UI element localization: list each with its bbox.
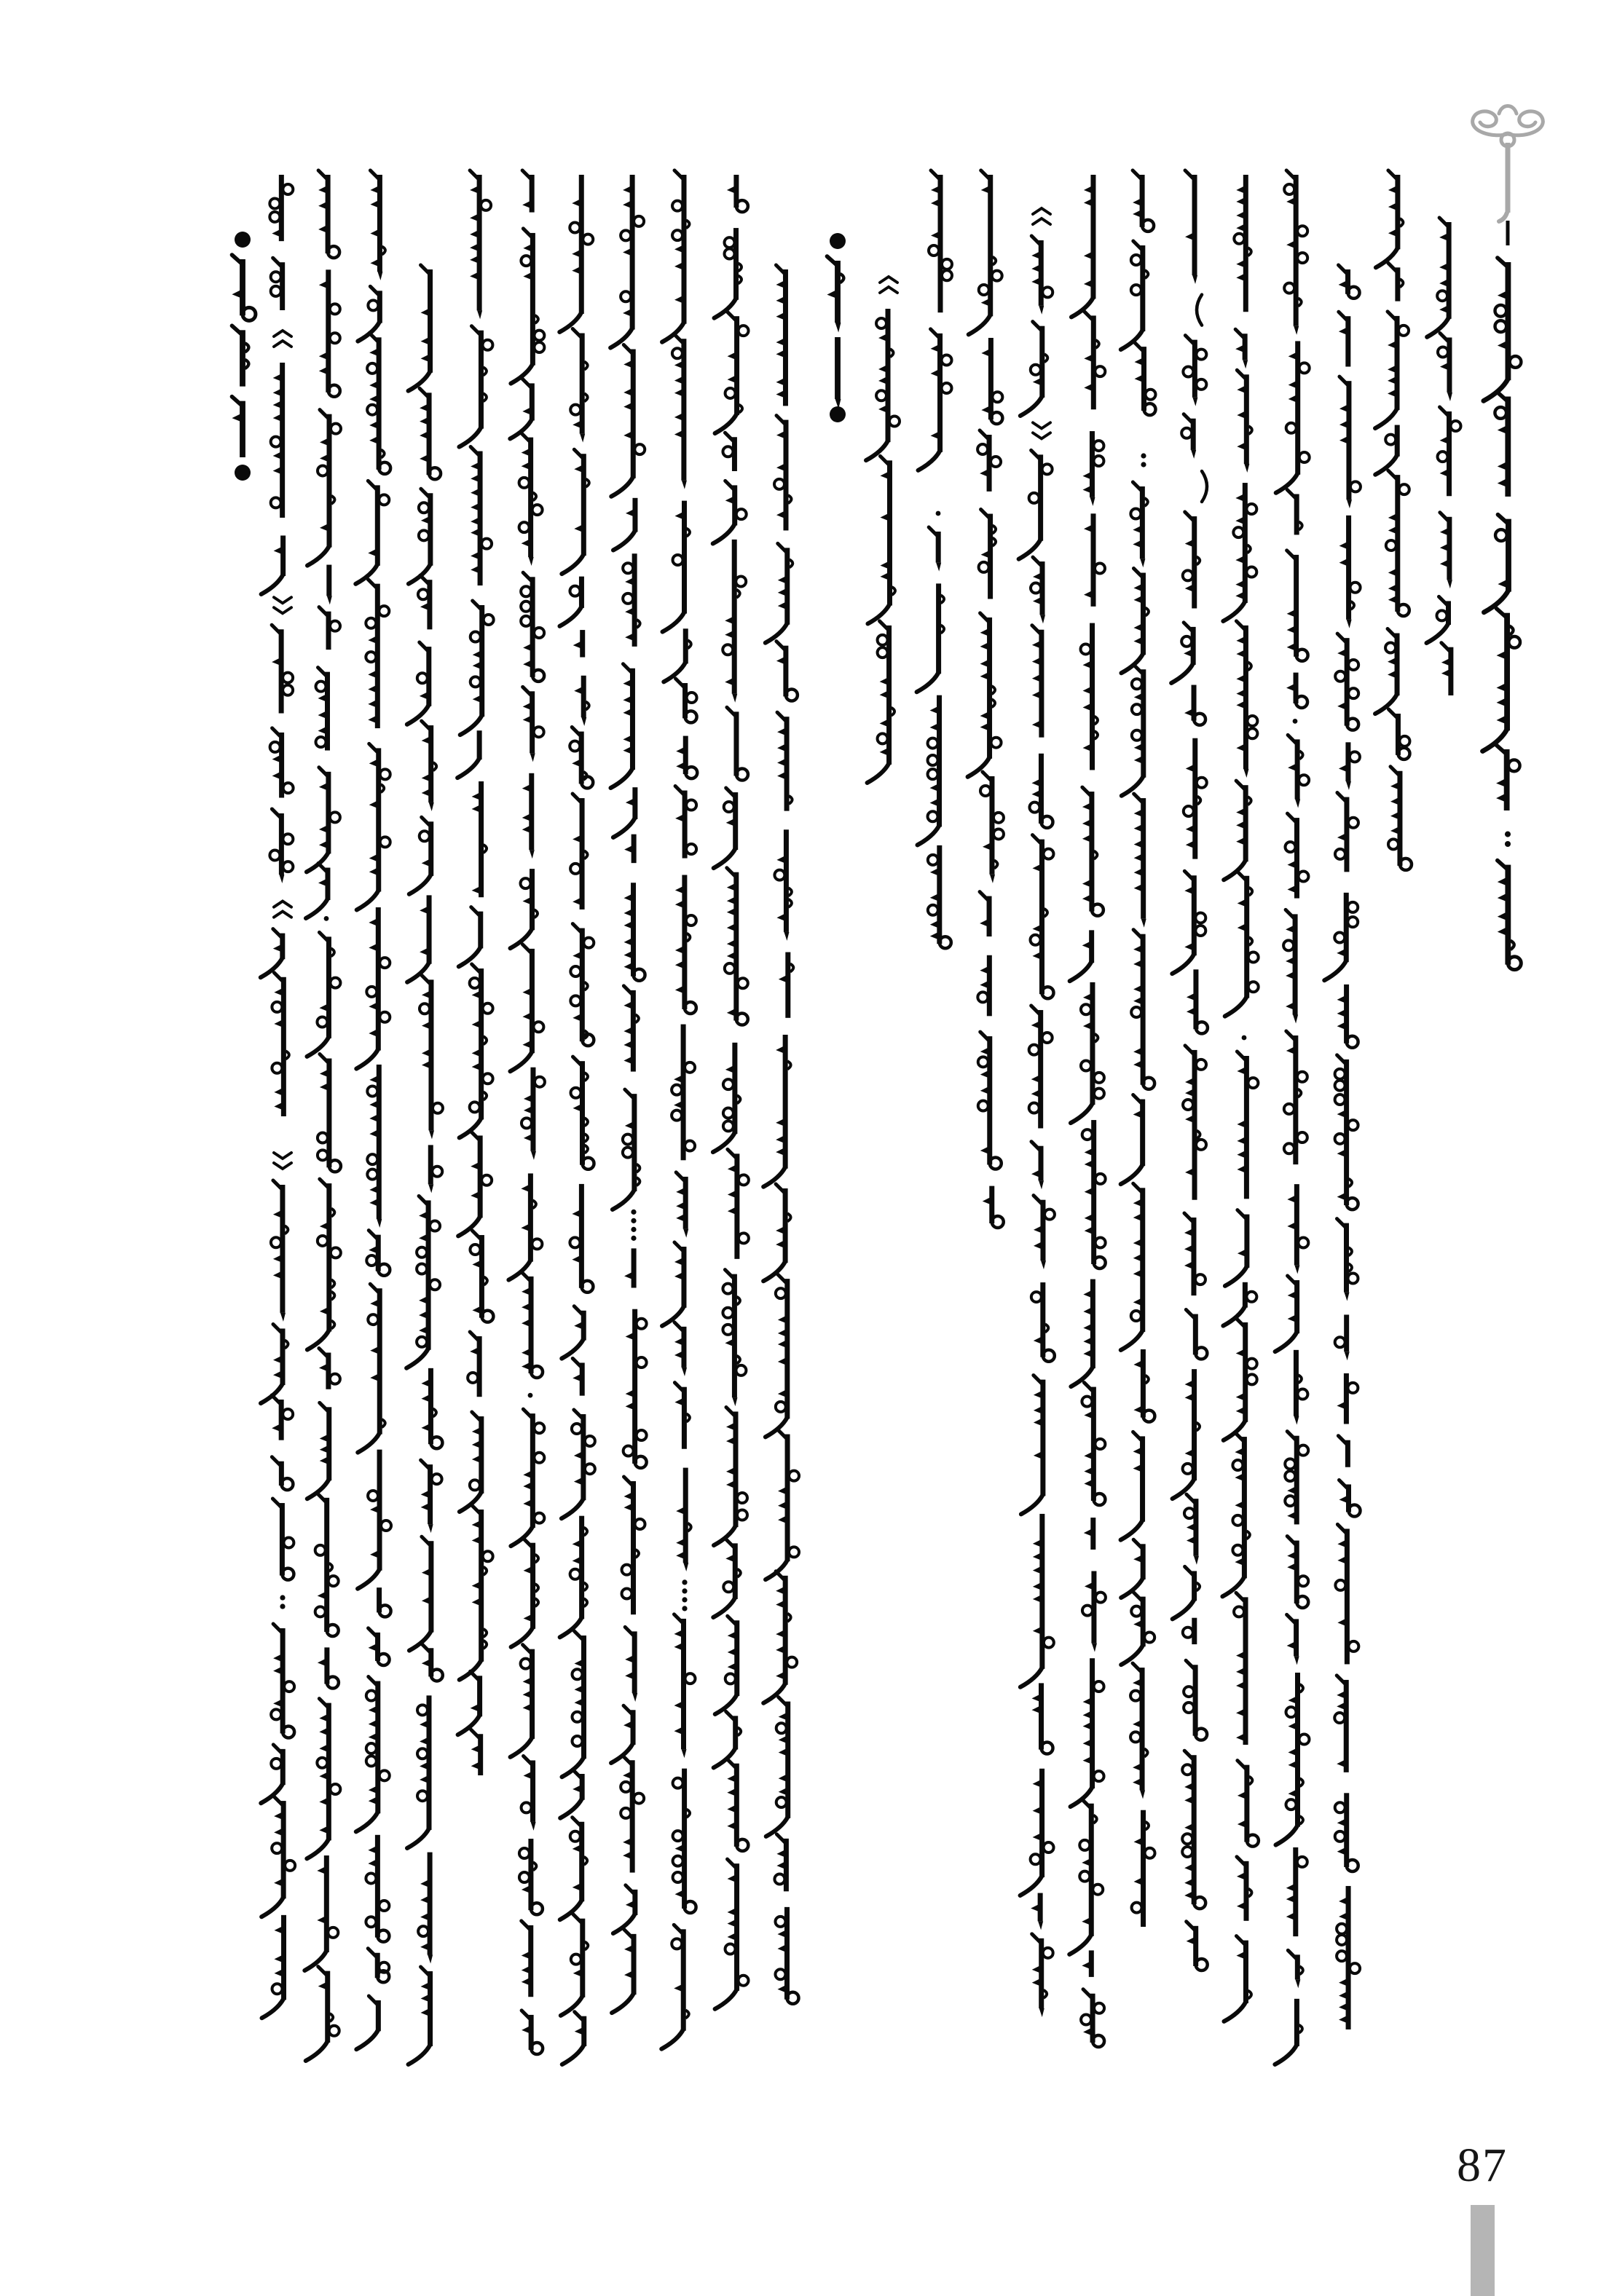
text-line xyxy=(1222,175,1258,2021)
bullet-icon xyxy=(235,232,251,248)
text-line xyxy=(713,175,749,2009)
text-line xyxy=(559,175,595,2064)
bookmark-tab xyxy=(1471,2205,1495,2296)
section-heading-line xyxy=(827,233,846,422)
bullet-icon xyxy=(235,465,251,481)
text-line xyxy=(304,170,341,2061)
bullet-icon xyxy=(830,406,846,422)
text-line xyxy=(406,265,443,2064)
header-rule xyxy=(1506,143,1511,213)
text-line xyxy=(763,265,799,2004)
bullet-icon xyxy=(830,233,846,249)
text-line xyxy=(917,170,952,948)
knot-flourish-icon xyxy=(1473,106,1543,147)
header-dash xyxy=(1506,221,1510,245)
text-line xyxy=(1426,218,1460,695)
text-line xyxy=(1019,208,1055,2017)
text-line xyxy=(661,170,697,2049)
page-number: 87 xyxy=(1457,2139,1508,2192)
text-line xyxy=(1069,175,1106,2047)
text-line xyxy=(1275,170,1309,2064)
text-line xyxy=(1171,170,1208,1970)
text-line xyxy=(261,175,295,2018)
text-line xyxy=(1324,265,1361,2029)
text-line xyxy=(457,170,494,1775)
text-line xyxy=(508,170,545,2054)
text-line xyxy=(355,170,391,2049)
text-line xyxy=(610,175,647,2013)
text-line xyxy=(1375,170,1412,870)
text-line xyxy=(866,277,900,783)
chapter-header-line xyxy=(1473,106,1543,970)
text-line xyxy=(1121,170,1156,1927)
section-heading-line xyxy=(232,232,255,481)
text-line xyxy=(968,170,1004,1228)
